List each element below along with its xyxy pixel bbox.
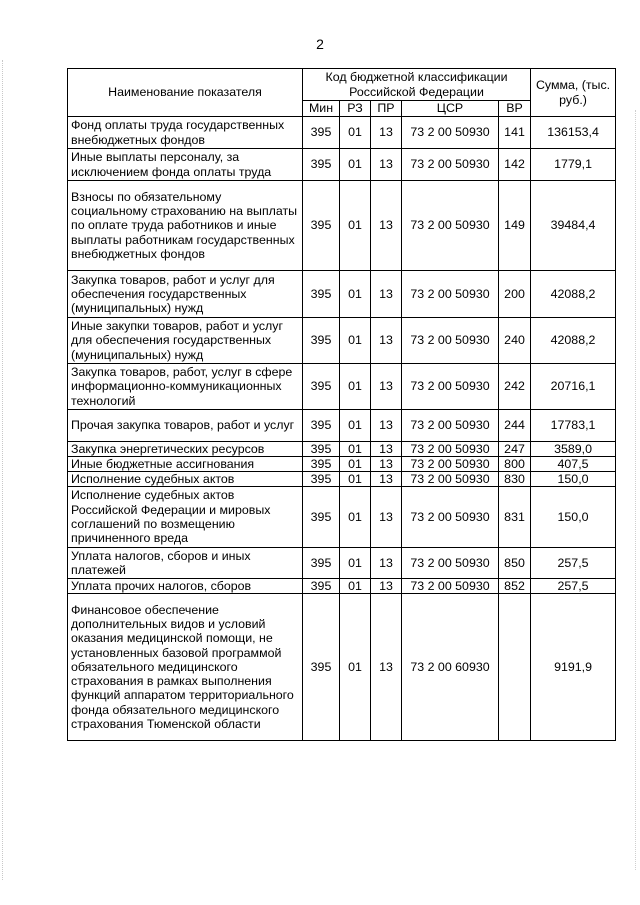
row-pr: 13 xyxy=(371,117,402,149)
row-pr: 13 xyxy=(371,472,402,487)
row-pr: 13 xyxy=(371,364,402,410)
row-csr: 73 2 00 50930 xyxy=(402,181,499,271)
row-pr: 13 xyxy=(371,149,402,181)
row-min: 395 xyxy=(303,364,340,410)
table-row xyxy=(68,487,616,548)
row-pr: 13 xyxy=(371,271,402,318)
row-csr: 73 2 00 50930 xyxy=(402,410,499,442)
row-csr: 73 2 00 50930 xyxy=(402,117,499,149)
row-pr: 13 xyxy=(371,457,402,472)
row-name: Закупка товаров, работ, услуг в сфере информационно-коммуникационных технологий xyxy=(68,364,303,410)
row-rz: 01 xyxy=(340,579,371,594)
row-min: 395 xyxy=(303,318,340,364)
row-sum: 17783,1 xyxy=(531,410,616,442)
row-csr: 73 2 00 50930 xyxy=(402,487,499,548)
row-csr: 73 2 00 50930 xyxy=(402,364,499,410)
row-name: Исполнение судебных актов Российской Федерации и мировых соглашений по возмещению причиненного вреда xyxy=(68,487,303,548)
page-number: 2 xyxy=(316,36,324,52)
row-pr: 13 xyxy=(371,410,402,442)
row-vr: 800 xyxy=(499,457,531,472)
table-row xyxy=(68,548,616,579)
row-csr: 73 2 00 50930 xyxy=(402,548,499,579)
row-sum: 150,0 xyxy=(531,487,616,548)
row-sum: 1779,1 xyxy=(531,149,616,181)
row-rz: 01 xyxy=(340,457,371,472)
row-pr: 13 xyxy=(371,487,402,548)
row-csr: 73 2 00 50930 xyxy=(402,472,499,487)
row-min: 395 xyxy=(303,149,340,181)
row-sum: 136153,4 xyxy=(531,117,616,149)
row-name: Прочая закупка товаров, работ и услуг xyxy=(68,410,303,442)
table-row xyxy=(68,318,616,364)
row-name: Фонд оплаты труда государственных внебюджетных фондов xyxy=(68,117,303,149)
row-rz: 01 xyxy=(340,364,371,410)
table-row xyxy=(68,442,616,457)
table-body xyxy=(68,117,616,741)
row-name: Финансовое обеспечение дополнительных видов и условий оказания медицинской помощи, не установленных базовой программой обязательного медицинского страхования в рамках выполнения функций аппаратом территориального фонда обязательного медицинского страхования Тюменской области xyxy=(68,594,303,741)
row-min: 395 xyxy=(303,181,340,271)
row-min: 395 xyxy=(303,457,340,472)
budget-table xyxy=(67,68,616,741)
row-vr: 850 xyxy=(499,548,531,579)
row-name: Уплата прочих налогов, сборов xyxy=(68,579,303,594)
row-min: 395 xyxy=(303,472,340,487)
table-row xyxy=(68,579,616,594)
row-min: 395 xyxy=(303,487,340,548)
row-pr: 13 xyxy=(371,594,402,741)
table-row xyxy=(68,181,616,271)
row-csr: 73 2 00 50930 xyxy=(402,149,499,181)
table-row xyxy=(68,117,616,149)
row-sum: 150,0 xyxy=(531,472,616,487)
row-sum: 42088,2 xyxy=(531,318,616,364)
row-name: Уплата налогов, сборов и иных платежей xyxy=(68,548,303,579)
row-name: Закупка товаров, работ и услуг для обеспечения государственных (муниципальных) нужд xyxy=(68,271,303,318)
row-vr xyxy=(499,594,531,741)
row-rz: 01 xyxy=(340,472,371,487)
row-min: 395 xyxy=(303,410,340,442)
row-vr: 852 xyxy=(499,579,531,594)
row-sum: 3589,0 xyxy=(531,442,616,457)
row-name: Взносы по обязательному социальному страхованию на выплаты по оплате труда работников и иные выплаты работникам государственных внебюджетных фондов xyxy=(68,181,303,271)
row-vr: 149 xyxy=(499,181,531,271)
row-sum: 39484,4 xyxy=(531,181,616,271)
row-pr: 13 xyxy=(371,318,402,364)
row-min: 395 xyxy=(303,548,340,579)
row-rz: 01 xyxy=(340,594,371,741)
table-row xyxy=(68,594,616,741)
table-row xyxy=(68,271,616,318)
row-sum: 42088,2 xyxy=(531,271,616,318)
row-sum: 407,5 xyxy=(531,457,616,472)
row-min: 395 xyxy=(303,594,340,741)
row-rz: 01 xyxy=(340,271,371,318)
row-vr: 240 xyxy=(499,318,531,364)
header-name: Наименование показателя xyxy=(68,69,303,117)
row-csr: 73 2 00 50930 xyxy=(402,318,499,364)
table-row xyxy=(68,472,616,487)
row-vr: 142 xyxy=(499,149,531,181)
header-rz: РЗ xyxy=(340,101,371,117)
row-vr: 830 xyxy=(499,472,531,487)
row-vr: 200 xyxy=(499,271,531,318)
row-name: Иные бюджетные ассигнования xyxy=(68,457,303,472)
row-min: 395 xyxy=(303,117,340,149)
table-row xyxy=(68,410,616,442)
row-rz: 01 xyxy=(340,318,371,364)
row-csr: 73 2 00 50930 xyxy=(402,579,499,594)
row-vr: 242 xyxy=(499,364,531,410)
row-sum: 257,5 xyxy=(531,548,616,579)
header-pr: ПР xyxy=(371,101,402,117)
header-csr: ЦСР xyxy=(402,101,499,117)
row-min: 395 xyxy=(303,442,340,457)
header-vr: ВР xyxy=(499,101,531,117)
row-csr: 73 2 00 50930 xyxy=(402,271,499,318)
row-sum: 9191,9 xyxy=(531,594,616,741)
header-min: Мин xyxy=(303,101,340,117)
row-csr: 73 2 00 60930 xyxy=(402,594,499,741)
row-name: Иные закупки товаров, работ и услуг для обеспечения государственных (муниципальных) нужд xyxy=(68,318,303,364)
row-rz: 01 xyxy=(340,442,371,457)
row-vr: 831 xyxy=(499,487,531,548)
row-rz: 01 xyxy=(340,117,371,149)
row-sum: 20716,1 xyxy=(531,364,616,410)
row-rz: 01 xyxy=(340,548,371,579)
row-sum: 257,5 xyxy=(531,579,616,594)
table-row xyxy=(68,364,616,410)
row-vr: 141 xyxy=(499,117,531,149)
table-row xyxy=(68,149,616,181)
row-rz: 01 xyxy=(340,181,371,271)
row-rz: 01 xyxy=(340,487,371,548)
row-min: 395 xyxy=(303,271,340,318)
row-vr: 244 xyxy=(499,410,531,442)
header-code-group: Код бюджетной классификации Российской Федерации xyxy=(303,69,531,101)
row-name: Исполнение судебных актов xyxy=(68,472,303,487)
row-rz: 01 xyxy=(340,410,371,442)
scan-edge-right xyxy=(635,110,637,870)
table-row xyxy=(68,457,616,472)
row-pr: 13 xyxy=(371,181,402,271)
row-pr: 13 xyxy=(371,442,402,457)
row-min: 395 xyxy=(303,579,340,594)
row-csr: 73 2 00 50930 xyxy=(402,442,499,457)
row-pr: 13 xyxy=(371,579,402,594)
row-pr: 13 xyxy=(371,548,402,579)
row-vr: 247 xyxy=(499,442,531,457)
row-name: Закупка энергетических ресурсов xyxy=(68,442,303,457)
header-sum: Сумма, (тыс. руб.) xyxy=(531,69,616,117)
row-rz: 01 xyxy=(340,149,371,181)
row-csr: 73 2 00 50930 xyxy=(402,457,499,472)
scan-edge-left xyxy=(2,60,4,880)
row-name: Иные выплаты персоналу, за исключением фонда оплаты труда xyxy=(68,149,303,181)
